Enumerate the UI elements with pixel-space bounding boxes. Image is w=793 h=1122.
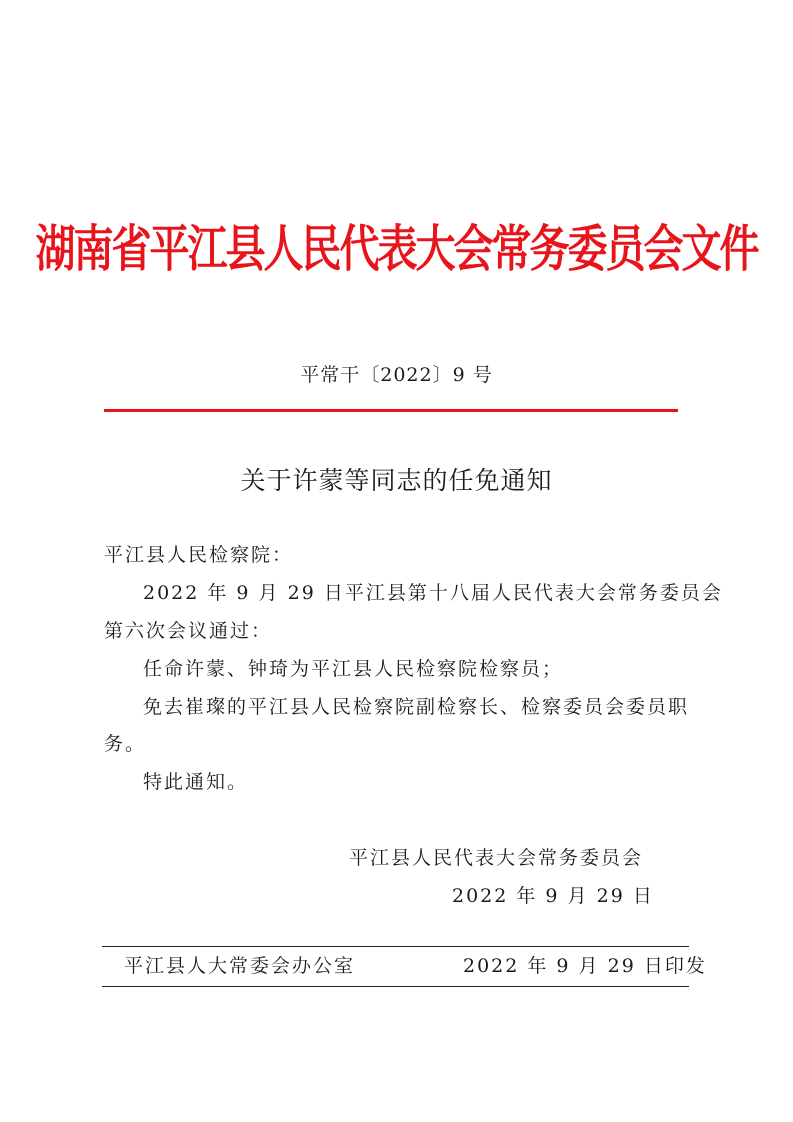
- footer-bottom-rule: [102, 986, 689, 987]
- paragraph2-line: 任命许蒙、钟琦为平江县人民检察院检察员；: [143, 658, 564, 680]
- paragraph1-line1: 2022 年 9 月 29 日平江县第十八届人民代表大会常务委员会: [143, 582, 723, 604]
- document-header-title: 湖南省平江县人民代表大会常务委员会文件: [35, 220, 758, 279]
- signature-issuer: 平江县人民代表大会常务委员会: [349, 847, 644, 869]
- paragraph3-line1: 免去崔璨的平江县人民检察院副检察长、检察委员会委员职: [143, 696, 690, 718]
- notice-title: 关于许蒙等同志的任免通知: [240, 466, 553, 495]
- recipient-line: 平江县人民检察院：: [104, 544, 294, 566]
- paragraph3-line2: 务。: [104, 733, 147, 755]
- footer-top-rule: [102, 946, 689, 947]
- signature-date: 2022 年 9 月 29 日: [452, 885, 654, 907]
- header-red-divider: [104, 409, 678, 412]
- paragraph1-line2: 第六次会议通过：: [104, 620, 273, 642]
- footer-print-date: 2022 年 9 月 29 日印发: [463, 955, 707, 977]
- footer-office: 平江县人大常委会办公室: [124, 955, 356, 977]
- closing-line: 特此通知。: [143, 771, 249, 793]
- document-number: 平常干〔2022〕9 号: [300, 364, 493, 386]
